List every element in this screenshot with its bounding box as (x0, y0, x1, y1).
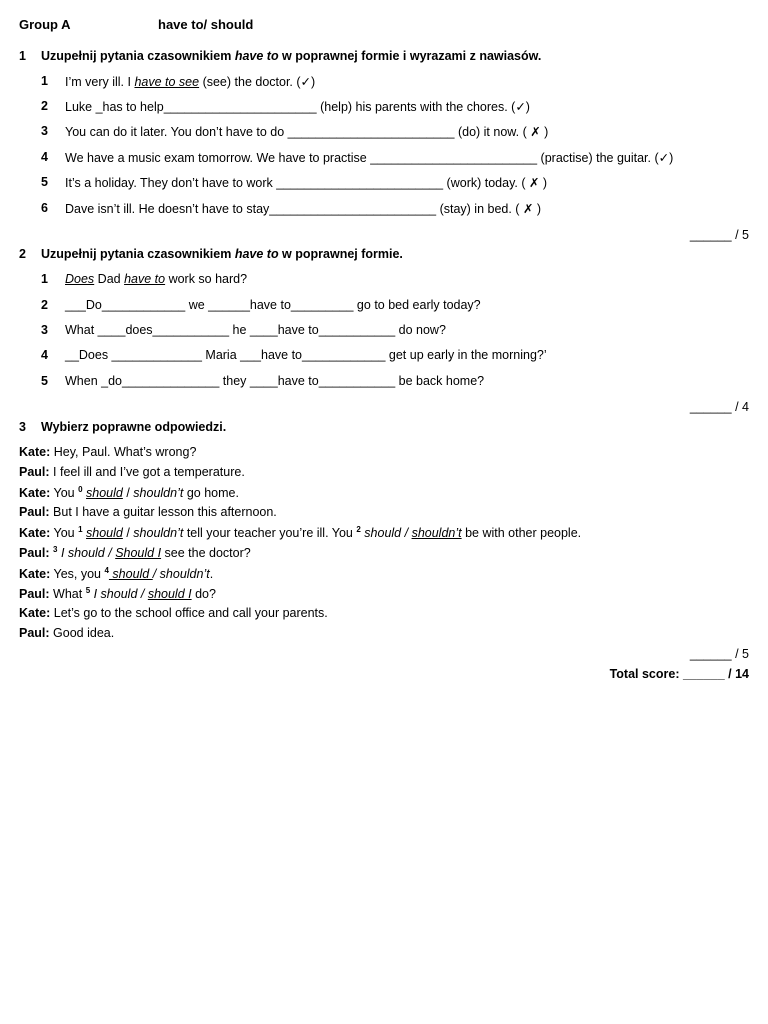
ex3-score: ______ / 5 (689, 647, 749, 661)
dialogue-line: Kate: Yes, you $^4$ should / shouldn’t. (19, 566, 214, 582)
ex2-item-number: 1 (41, 272, 48, 286)
ex2-score: ______ / 4 (689, 400, 749, 414)
dialogue-line: Paul: But I have a guitar lesson this afternoon. (19, 505, 277, 519)
ex3-instruction: Wybierz poprawne odpowiedzi. (41, 420, 227, 434)
answer-have-to-see: have to see (134, 75, 200, 89)
ex2-item-number: 5 (41, 374, 48, 388)
ex1-item-5: It’s a holiday. They don’t have to work ________________________ (work) today. ( ✗ ) (65, 176, 548, 190)
ex2-item-3: What ____does___________ he ____have to___________ do now? (65, 323, 446, 337)
ex1-item-3: You can do it later. You don’t have to do ________________________ (do) it now. ( ✗ ) (65, 125, 549, 139)
ex1-item-4: We have a music exam tomorrow. We have to practise ________________________ (practise) the guitar. (✓) (65, 151, 674, 165)
ex1-item-number: 3 (41, 124, 48, 138)
ex1-item-1: I’m very ill. I have to see (see) the doctor. (✓) (65, 75, 316, 89)
dialogue-line: Kate: You $^1$ should / shouldn’t tell your teacher you’re ill. You $^2$ should / shouldn’t be with other people. (19, 525, 582, 541)
dialogue-line: Kate: Let’s go to the school office and call your parents. (19, 606, 328, 620)
ex1-item-number: 6 (41, 201, 48, 215)
ex1-instruction: Uzupełnij pytania czasownikiem have to w poprawnej formie i wyrazami z nawiasów. (41, 49, 542, 63)
ex1-item-number: 5 (41, 175, 48, 189)
ex1-item-2: Luke _has to help______________________ (help) his parents with the chores. (✓) (65, 100, 530, 114)
ex2-item-1: Does Dad have to work so hard? (65, 272, 248, 286)
total-score: Total score: ______ / 14 (609, 667, 749, 681)
ex2-instruction: Uzupełnij pytania czasownikiem have to w poprawnej formie. (41, 247, 403, 261)
ex1-item-number: 2 (41, 99, 48, 113)
ex2-item-2: ___Do____________ we ______have to_________ go to bed early today? (65, 298, 481, 312)
dialogue-line: Paul: $^3$ I should / Should I see the doctor? (19, 545, 251, 561)
dialogue-line: Kate: You $^0$ should / shouldn’t go home. (19, 485, 239, 501)
group-label: Group A (19, 17, 71, 32)
dialogue-line: Paul: Good idea. (19, 626, 115, 640)
dialogue-line: Paul: What $^5$ I should / should I do? (19, 586, 216, 602)
ex2-item-4: __Does _____________ Maria ___have to____________ get up early in the morning?’ (65, 348, 547, 362)
dialogue-line: Paul: I feel ill and I’ve got a temperature. (19, 465, 245, 479)
ex1-item-number: 1 (41, 74, 48, 88)
ex2-item-number: 4 (41, 348, 48, 362)
dialogue-line: Kate: Hey, Paul. What’s wrong? (19, 445, 197, 459)
ex1-score: ______ / 5 (689, 228, 749, 242)
topic-title: have to/ should (158, 17, 254, 32)
ex1-number: 1 (19, 49, 26, 63)
ex2-item-number: 2 (41, 298, 48, 312)
ex2-item-number: 3 (41, 323, 48, 337)
ex2-item-5: When _do______________ they ____have to___________ be back home? (65, 374, 485, 388)
ex1-item-number: 4 (41, 150, 48, 164)
ex2-number: 2 (19, 247, 26, 261)
ex1-item-6: Dave isn’t ill. He doesn’t have to stay________________________ (stay) in bed. ( ✗ ) (65, 202, 542, 216)
ex3-number: 3 (19, 420, 26, 434)
